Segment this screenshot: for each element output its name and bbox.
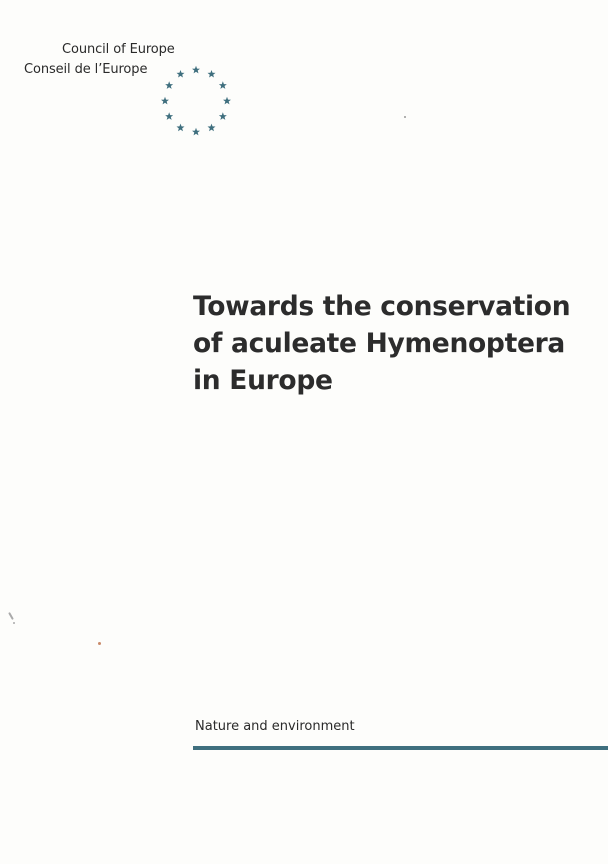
title-line-1: Towards the conservation <box>193 291 571 322</box>
star-icon <box>165 112 173 120</box>
star-icon <box>177 124 185 132</box>
star-icon <box>192 128 200 136</box>
scan-speck <box>98 642 101 645</box>
star-icon <box>208 70 216 78</box>
star-icon <box>219 112 227 120</box>
title-line-3: in Europe <box>193 365 333 396</box>
scan-speck <box>404 116 406 118</box>
star-icon <box>165 81 173 89</box>
star-icon <box>177 70 185 78</box>
series-label: Nature and environment <box>195 719 355 734</box>
star-icon <box>192 66 200 74</box>
scan-speck <box>8 612 14 620</box>
council-of-europe-emblem <box>157 62 235 140</box>
publisher-name-french: Conseil de l’Europe <box>24 62 148 77</box>
series-rule-divider <box>193 746 608 750</box>
star-icon <box>223 97 231 105</box>
title-line-2: of aculeate Hymenoptera <box>193 328 565 359</box>
star-icon <box>208 124 216 132</box>
publisher-name-english: Council of Europe <box>62 42 175 57</box>
star-icon <box>219 81 227 89</box>
scan-speck <box>13 622 15 624</box>
star-icon <box>161 97 169 105</box>
document-title <box>193 288 593 399</box>
